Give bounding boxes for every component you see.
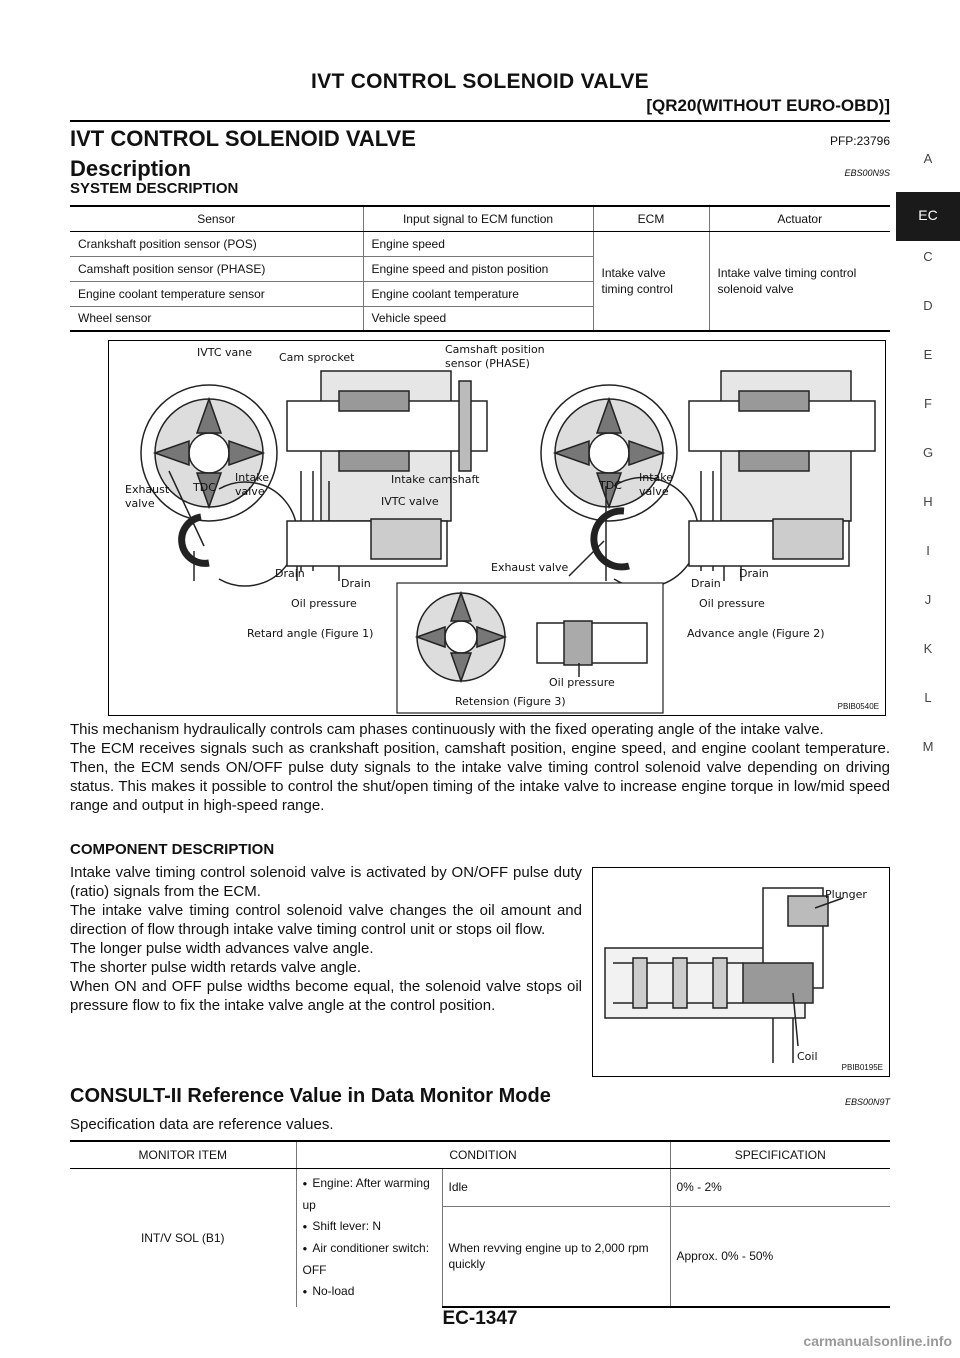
ivtc-diagram: [108, 340, 886, 716]
consult-code: EBS00N9T: [844, 1097, 890, 1107]
label-drain-1: Drain: [275, 567, 305, 580]
system-table: [70, 205, 890, 332]
spec-cell: 0% - 2%: [670, 1168, 890, 1206]
col-specification: SPECIFICATION: [670, 1141, 890, 1168]
spec-note: Specification data are reference values.: [70, 1116, 334, 1133]
figure1-code: PBIB0540E: [837, 702, 879, 711]
label-intake-right: Intake: [639, 471, 674, 484]
label-oil-pressure-right: Oil pressure: [699, 597, 765, 610]
label-camshaft-sensor-line1: Camshaft position: [445, 343, 545, 356]
monitor-item-cell: INT/V SOL (B1): [140, 1230, 225, 1245]
condition-list-cell: [296, 1168, 442, 1307]
label-ivtc-valve: IVTC valve: [381, 495, 439, 508]
tab-l[interactable]: L: [924, 690, 932, 705]
list-item: ● Shift lever: N: [303, 1216, 436, 1238]
label-cam-sprocket: Cam sprocket: [279, 351, 355, 364]
watermark: carmanualsonline.info: [803, 1333, 952, 1349]
tab-e[interactable]: E: [923, 347, 933, 362]
tab-a[interactable]: A: [923, 151, 933, 166]
tab-ec[interactable]: EC: [896, 192, 960, 241]
sensor-cell: Camshaft position sensor (PHASE): [70, 256, 363, 281]
label-plunger: Plunger: [825, 888, 867, 901]
col-ecm: ECM: [593, 206, 709, 231]
label-oil-pressure-retension: Oil pressure: [549, 676, 615, 689]
component-description-heading: COMPONENT DESCRIPTION: [70, 841, 275, 858]
advance-cam-assembly: [689, 371, 875, 581]
label-oil-pressure-left: Oil pressure: [291, 597, 357, 610]
retard-rotor-drawing: [141, 385, 277, 521]
header-subtitle: [QR20(WITHOUT EURO-OBD)]: [646, 96, 890, 115]
label-tdc-left: TDC: [193, 481, 216, 494]
monitor-table-header: [70, 1141, 890, 1168]
tab-d[interactable]: D: [923, 298, 933, 313]
condition-cell: Idle: [442, 1168, 670, 1206]
figure2-code: PBIB0195E: [841, 1063, 883, 1072]
label-valve-left-intake: valve: [235, 485, 265, 498]
solenoid-diagram-svg: [593, 868, 889, 1076]
paragraph: This mechanism hydraulically controls cam phases continuously with the fixed operating angle of the intake valve.: [70, 721, 824, 738]
pfp-code: PFP:23796: [829, 134, 890, 148]
label-intake-camshaft: Intake camshaft: [391, 473, 480, 486]
solenoid-diagram: [592, 867, 890, 1077]
condition-list: [303, 1173, 436, 1303]
header-rule: [70, 120, 890, 122]
consult-title: CONSULT-II Reference Value in Data Monitor Mode: [70, 1085, 551, 1107]
label-camshaft-sensor-line2: sensor (PHASE): [445, 357, 530, 370]
label-advance-angle: Advance angle (Figure 2): [687, 627, 825, 640]
tab-c[interactable]: C: [923, 249, 933, 264]
list-item: ● Air conditioner switch: OFF: [303, 1238, 436, 1281]
tab-g[interactable]: G: [922, 445, 934, 460]
list-item: ● No-load: [303, 1281, 436, 1303]
tab-k[interactable]: K: [923, 641, 933, 656]
tab-i[interactable]: I: [926, 543, 930, 558]
table-row: [70, 1168, 890, 1206]
paragraph: When ON and OFF pulse widths become equal, the solenoid valve stops oil pressure flow to fix the intake valve angle at the control position.: [70, 978, 582, 1014]
section-title: IVT CONTROL SOLENOID VALVE: [70, 126, 416, 151]
label-retard-angle: Retard angle (Figure 1): [247, 627, 374, 640]
system-description-heading: SYSTEM DESCRIPTION: [70, 180, 239, 197]
label-drain-2: Drain: [341, 577, 371, 590]
advance-rotor-drawing: [541, 385, 677, 521]
col-input-signal: Input signal to ECM function: [363, 206, 593, 231]
description-code: EBS00N9S: [844, 168, 890, 178]
paragraph: Intake valve timing control solenoid valve is activated by ON/OFF pulse duty (ratio) signals from the ECM.: [70, 864, 582, 900]
paragraph: The shorter pulse width retards valve angle.: [70, 959, 361, 976]
col-sensor: Sensor: [70, 206, 363, 231]
page-number: EC-1347: [442, 1308, 518, 1329]
description-title: Description: [70, 156, 192, 181]
tab-j[interactable]: J: [924, 592, 932, 607]
label-ivtc-vane: IVTC vane: [197, 346, 253, 359]
label-exhaust-valve: Exhaust valve: [491, 561, 569, 574]
signal-cell: Vehicle speed: [363, 306, 593, 331]
signal-cell: Engine coolant temperature: [363, 281, 593, 306]
label-retension: Retension (Figure 3): [455, 695, 566, 708]
tab-m[interactable]: M: [922, 739, 934, 754]
header-title: IVT CONTROL SOLENOID VALVE: [311, 70, 649, 93]
sensor-cell: Engine coolant temperature sensor: [70, 281, 363, 306]
signal-cell: Engine speed: [363, 231, 593, 256]
section-tabs: [896, 143, 960, 780]
paragraph: The ECM receives signals such as crankshaft position, camshaft position, engine speed, and engine coolant temperature. Then, the ECM sends ON/OFF pulse duty signals to the intake valve timing control solenoid valve depending on driving status. This makes it possible to control the shut/open timing of the intake valve to increase engine torque in low/mid speed range and output in high-speed range.: [70, 740, 890, 814]
signal-cell: Engine speed and piston position: [363, 256, 593, 281]
sensor-cell: Crankshaft position sensor (POS): [70, 231, 363, 256]
table-row: [70, 231, 890, 256]
col-condition: CONDITION: [296, 1141, 670, 1168]
sensor-cell: Wheel sensor: [70, 306, 363, 331]
col-actuator: Actuator: [709, 206, 890, 231]
col-monitor-item: MONITOR ITEM: [70, 1141, 296, 1168]
monitor-table: [70, 1140, 890, 1308]
system-table-header: [70, 206, 890, 231]
description-paragraphs: [70, 720, 890, 815]
label-drain-4: Drain: [739, 567, 769, 580]
solenoid-body-drawing: [605, 888, 843, 1063]
tab-h[interactable]: H: [923, 494, 933, 509]
label-intake-left: Intake: [235, 471, 270, 484]
label-exhaust-left: Exhaust: [125, 483, 170, 496]
paragraph: The longer pulse width advances valve angle.: [70, 940, 374, 957]
actuator-cell: Intake valve timing control solenoid valve: [709, 231, 890, 331]
ivtc-diagram-svg: [109, 341, 885, 715]
list-item: ● Engine: After warming up: [303, 1173, 436, 1216]
label-drain-3: Drain: [691, 577, 721, 590]
label-valve-left-exhaust: valve: [125, 497, 155, 510]
label-tdc-right: TDC: [599, 479, 622, 492]
component-paragraphs: [70, 863, 582, 1015]
spec-cell: Approx. 0% - 50%: [670, 1206, 890, 1306]
ecm-cell: Intake valve timing control: [593, 231, 709, 331]
paragraph: The intake valve timing control solenoid valve changes the oil amount and direction of flow through intake valve timing control unit or stops oil flow.: [70, 902, 582, 938]
label-valve-right: valve: [639, 485, 669, 498]
label-coil: Coil: [797, 1050, 818, 1063]
condition-cell: When revving engine up to 2,000 rpm quickly: [442, 1206, 670, 1306]
tab-f[interactable]: F: [924, 396, 932, 411]
